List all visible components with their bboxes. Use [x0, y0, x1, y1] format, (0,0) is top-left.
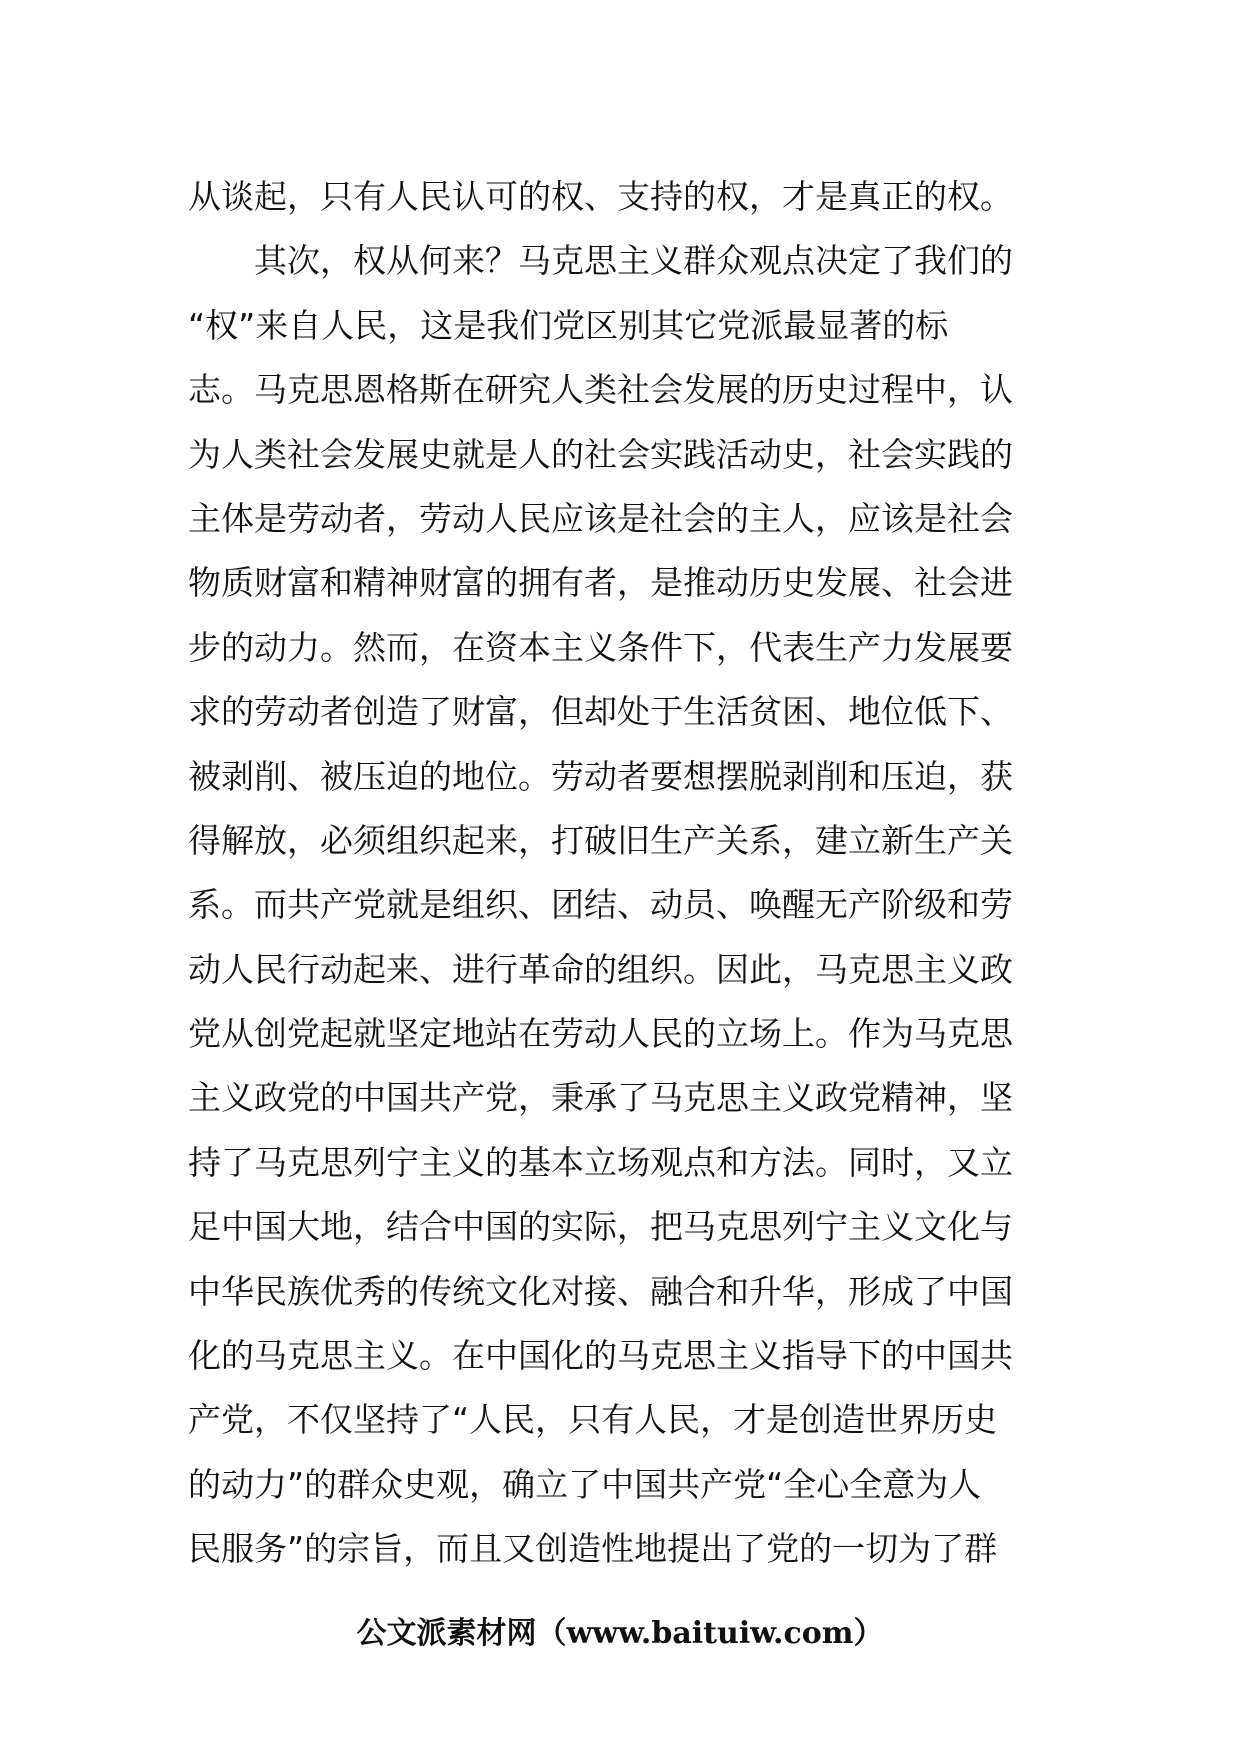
text-line-10: 被剥削、被压迫的地位。劳动者要想摆脱剥削和压迫，获 — [188, 756, 1013, 796]
text-line-12: 系。而共产党就是组织、团结、动员、唤醒无产阶级和劳 — [188, 885, 1013, 925]
text-line-3: “权”来自人民，这是我们党区别其它党派最显著的标 — [188, 305, 949, 345]
text-line-9: 求的劳动者创造了财富，但却处于生活贫困、地位低下、 — [188, 692, 1013, 732]
text-line-21: 的动力”的群众史观，确立了中国共产党“全心全意为人 — [188, 1464, 982, 1504]
text-line-13: 动人民行动起来、进行革命的组织。因此，马克思主义政 — [188, 949, 1013, 989]
text-line-6: 主体是劳动者，劳动人民应该是社会的主人，应该是社会 — [188, 498, 1013, 538]
text-line-1: 从谈起，只有人民认可的权、支持的权，才是真正的权。 — [188, 177, 1013, 216]
text-line-2: 其次，权从何来？马克思主义群众观点决定了我们的 — [254, 241, 1013, 281]
text-line-5: 为人类社会发展史就是人的社会实践活动史，社会实践的 — [188, 434, 1013, 474]
text-line-15: 主义政党的中国共产党，秉承了马克思主义政党精神，坚 — [188, 1078, 1013, 1118]
document-body — [188, 165, 1048, 1582]
text-line-18: 中华民族优秀的传统文化对接、融合和升华，形成了中国 — [188, 1271, 1013, 1311]
text-line-4: 志。马克思恩格斯在研究人类社会发展的历史过程中，认 — [188, 370, 1013, 410]
text-line-7: 物质财富和精神财富的拥有者，是推动历史发展、社会进 — [188, 563, 1013, 603]
text-line-19: 化的马克思主义。在中国化的马克思主义指导下的中国共 — [188, 1336, 1013, 1376]
text-line-11: 得解放，必须组织起来，打破旧生产关系，建立新生产关 — [188, 820, 1013, 860]
text-line-16: 持了马克思列宁主义的基本立场观点和方法。同时，又立 — [188, 1142, 1013, 1182]
footer-watermark: 公文派素材网（www.baituiw.com） — [356, 1616, 884, 1651]
text-line-14: 党从创党起就坚定地站在劳动人民的立场上。作为马克思 — [188, 1014, 1013, 1054]
text-line-22: 民服务”的宗旨，而且又创造性地提出了党的一切为了群 — [188, 1529, 998, 1569]
text-line-8: 步的动力。然而，在资本主义条件下，代表生产力发展要 — [188, 627, 1013, 667]
text-line-20: 产党，不仅坚持了“人民，只有人民，才是创造世界历史 — [188, 1400, 998, 1440]
text-line-17: 足中国大地，结合中国的实际，把马克思列宁主义文化与 — [188, 1207, 1013, 1247]
